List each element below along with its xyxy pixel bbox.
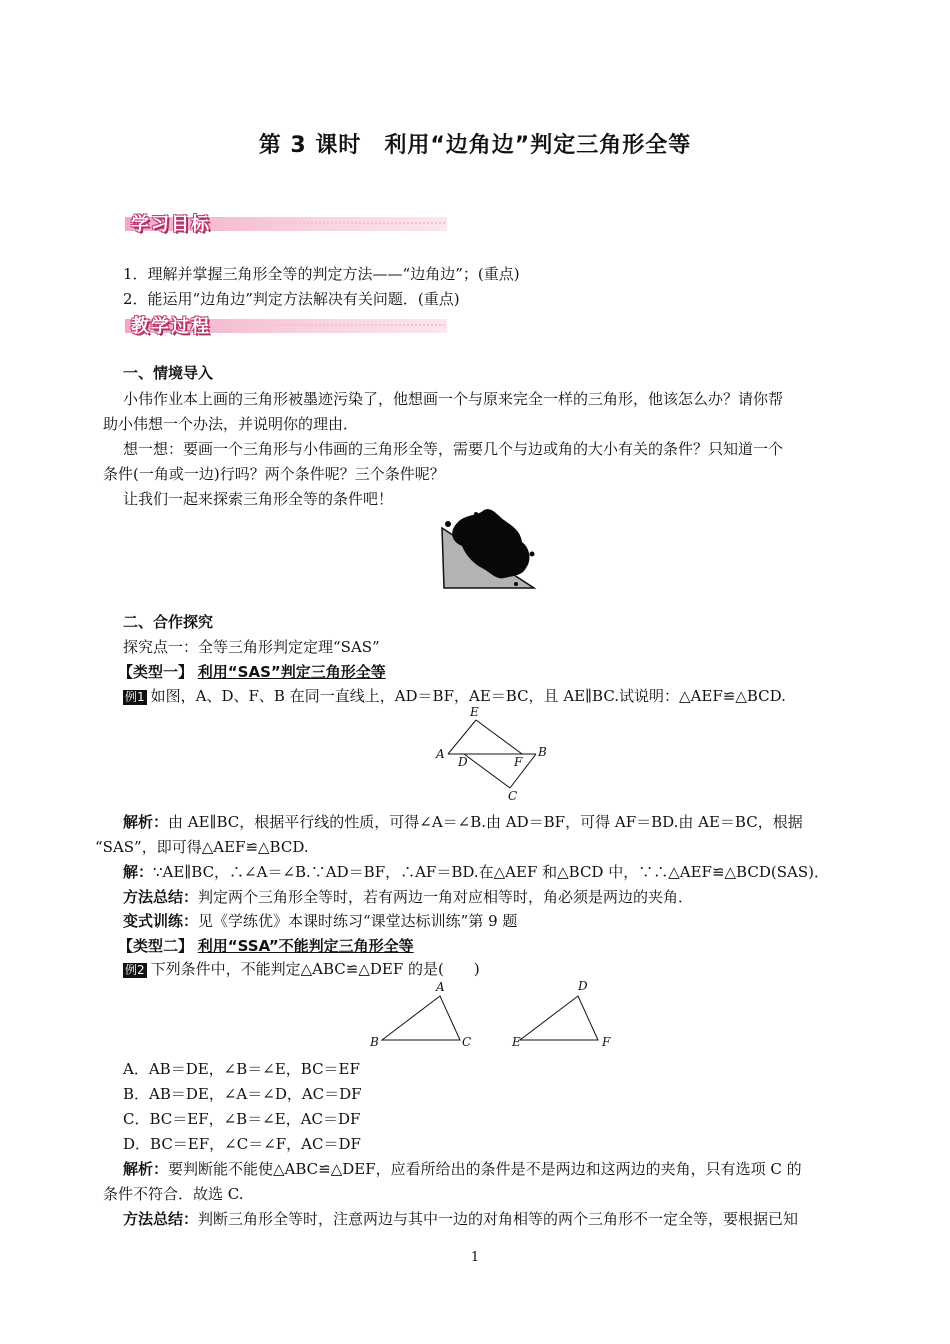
label-A2: A — [436, 980, 445, 994]
type2 — [118, 936, 414, 956]
section2-heading: 二、合作探究 — [123, 613, 214, 631]
process-banner-text: 教学过程 — [131, 316, 211, 337]
example1-text: 如图，A、D、F、B 在同一直线上，AD＝BF，AE＝BC，且 AE∥BC.试说明：△AEF≌△BCD. — [150, 687, 786, 705]
section1-p1b: 助小伟想一个办法，并说明你的理由． — [103, 415, 359, 433]
method1-text: 判定两个三角形全等时，若有两边一角对应相等时，角必须是两边的夹角． — [198, 888, 694, 906]
label-B: B — [538, 745, 547, 759]
label-D2: D — [578, 979, 588, 993]
goal-1: 1．理解并掌握三角形全等的判定方法——“边角边”；(重点) — [123, 265, 520, 283]
solution1 — [123, 862, 829, 882]
type1 — [118, 662, 386, 682]
page-number: 1 — [470, 1250, 480, 1265]
option-a: A．AB＝DE，∠B＝∠E，BC＝EF — [123, 1060, 360, 1078]
label-A: A — [436, 747, 445, 761]
label-E: E — [470, 705, 479, 719]
type1-title: 利用“SAS”判定三角形全等 — [197, 663, 386, 681]
method2 — [123, 1209, 798, 1229]
goal-2: 2．能运用“边角边”判定方法解决有关问题．(重点) — [123, 290, 460, 308]
analysis2-label: 解析： — [123, 1160, 169, 1178]
solution1-text: ∵AE∥BC，∴∠A＝∠B.∵AD＝BF，∴AF＝BD.在△AEF 和△BCD 中，∵∴△AEF≌△BCD(SAS)． — [153, 863, 829, 881]
variant-text: 见《学练优》本课时练习“课堂达标训练”第 9 题 — [198, 912, 518, 930]
ink-stained-triangle-figure — [438, 508, 538, 592]
type2-title: 利用“SSA”不能判定三角形全等 — [197, 937, 414, 955]
process-banner — [125, 312, 447, 338]
method2-label: 方法总结： — [123, 1210, 199, 1228]
analysis1-a — [123, 812, 803, 832]
example2-text: 下列条件中，不能判定△ABC≌△DEF 的是( ) — [150, 960, 480, 978]
section1-p1a: 小伟作业本上画的三角形被墨迹污染了，他想画一个与原来完全一样的三角形，他该怎么办？请你帮 — [123, 390, 784, 408]
section1-heading: 一、情境导入 — [123, 364, 214, 382]
method1 — [123, 887, 693, 907]
label-B2: B — [370, 1035, 379, 1049]
label-C2: C — [462, 1035, 472, 1049]
example2-badge: 例2 — [125, 963, 145, 977]
analysis2-a — [123, 1159, 802, 1179]
type2-label: 【类型二】 — [118, 937, 194, 955]
page-title: 第 3 课时 利用“边角边”判定三角形全等 — [258, 133, 692, 158]
example1 — [123, 686, 786, 706]
variant-label: 变式训练： — [123, 912, 199, 930]
method2-text: 判断三角形全等时，注意两边与其中一边的对角相等的两个三角形不一定全等，要根据已知 — [198, 1210, 799, 1228]
solution1-label: 解： — [123, 863, 154, 881]
label-F2: F — [602, 1035, 611, 1049]
analysis1-b: “SAS”，即可得△AEF≌△BCD. — [95, 838, 309, 856]
option-b: B．AB＝DE，∠A＝∠D，AC＝DF — [123, 1085, 362, 1103]
analysis1-text-a: 由 AE∥BC，根据平行线的性质，可得∠A＝∠B.由 AD＝BF，可得 AF＝BD.由 AE＝BC，根据 — [168, 813, 803, 831]
variant — [123, 911, 517, 931]
section1-p3: 让我们一起来探索三角形全等的条件吧！ — [123, 490, 394, 508]
figure-1-diagram — [430, 704, 560, 804]
option-c: C．BC＝EF，∠B＝∠E，AC＝DF — [123, 1110, 361, 1128]
section1-p2a: 想一想：要画一个三角形与小伟画的三角形全等，需要几个与边或角的大小有关的条件？只知道一个 — [123, 440, 784, 458]
method1-label: 方法总结： — [123, 888, 199, 906]
point1: 探究点一：全等三角形判定定理“SAS” — [123, 638, 380, 656]
option-d: D．BC＝EF，∠C＝∠F，AC＝DF — [123, 1135, 361, 1153]
figure-2-diagram — [368, 978, 618, 1050]
analysis1-label: 解析： — [123, 813, 169, 831]
label-E2: E — [512, 1035, 521, 1049]
analysis2-b: 条件不符合．故选 C. — [103, 1185, 244, 1203]
example2 — [123, 959, 480, 979]
type1-label: 【类型一】 — [118, 663, 194, 681]
label-F: F — [514, 755, 523, 769]
goals-banner-text: 学习目标 — [131, 214, 211, 235]
section1-p2b: 条件(一角或一边)行吗？两个条件呢？三个条件呢？ — [103, 465, 445, 483]
example1-badge: 例1 — [125, 690, 145, 704]
label-D: D — [458, 755, 468, 769]
label-C: C — [508, 789, 518, 803]
goals-banner — [125, 210, 447, 236]
analysis2-text-a: 要判断能不能使△ABC≌△DEF，应看所给出的条件是不是两边和这两边的夹角，只有选项 C 的 — [168, 1160, 802, 1178]
